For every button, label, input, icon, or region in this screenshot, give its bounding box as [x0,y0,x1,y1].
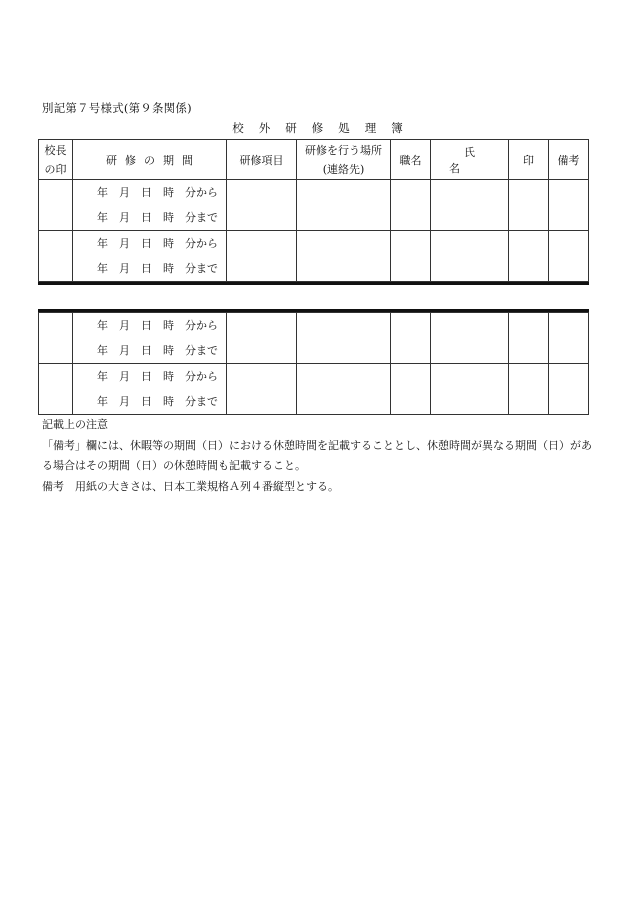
cell-place[interactable] [297,180,391,231]
period-to: 年 月 日 時 分まで [97,395,218,408]
cell-place[interactable] [297,364,391,415]
ledger-table-top [38,139,589,282]
notes-heading: 記載上の注意 [42,418,108,431]
header-remarks: 備考 [549,140,589,180]
notes-remark: 備考 用紙の大きさは、日本工業規格Ａ列４番縦型とする。 [42,479,339,493]
cell-period[interactable] [73,180,227,231]
period-from: 年 月 日 時 分から [97,319,218,332]
header-position: 職名 [391,140,431,180]
cell-position[interactable] [391,313,431,364]
cell-seal[interactable] [509,313,549,364]
period-to: 年 月 日 時 分まで [97,344,218,357]
header-principal-seal [39,140,73,180]
table-row [39,313,589,364]
ledger-table-bottom [38,312,589,415]
period-from: 年 月 日 時 分から [97,370,218,383]
cell-period[interactable] [73,364,227,415]
cell-remarks[interactable] [549,231,589,282]
period-to: 年 月 日 時 分まで [97,211,218,224]
header-period-label: 研修の期間 [106,153,201,167]
cell-place[interactable] [297,231,391,282]
cell-seal[interactable] [509,364,549,415]
cell-principal-seal[interactable] [39,313,73,364]
cell-principal-seal[interactable] [39,364,73,415]
header-period [73,140,227,180]
cell-training-item[interactable] [227,231,297,282]
cell-principal-seal[interactable] [39,231,73,282]
cell-seal[interactable] [509,231,549,282]
table-row [39,364,589,415]
form-reference: 別記第７号様式(第９条関係) [42,101,192,115]
period-to: 年 月 日 時 分まで [97,262,218,275]
notes-section [42,415,597,497]
header-principal-seal-line1: 校長 [44,143,67,157]
cell-name[interactable] [431,364,509,415]
table-row [39,231,589,282]
cell-name[interactable] [431,231,509,282]
header-row [39,140,589,180]
cell-place[interactable] [297,313,391,364]
header-place-line1: 研修を行う場所 [305,143,382,157]
cell-remarks[interactable] [549,364,589,415]
header-principal-seal-line2: の印 [44,162,67,176]
cell-seal[interactable] [509,180,549,231]
cell-position[interactable] [391,231,431,282]
cell-training-item[interactable] [227,180,297,231]
table-break-line-top [38,282,589,285]
cell-period[interactable] [73,231,227,282]
cell-training-item[interactable] [227,313,297,364]
period-from: 年 月 日 時 分から [97,237,218,250]
cell-training-item[interactable] [227,364,297,415]
header-place-line2: (連絡先) [322,162,365,176]
header-place [297,140,391,180]
cell-position[interactable] [391,364,431,415]
cell-name[interactable] [431,313,509,364]
header-name-label: 氏名 [449,145,505,175]
cell-principal-seal[interactable] [39,180,73,231]
form-title: 校外研修処理簿 [232,121,418,135]
header-name [431,140,509,180]
header-training-item: 研修項目 [227,140,297,180]
cell-position[interactable] [391,180,431,231]
notes-body: 「備考」欄には、休暇等の期間（日）における休憩時間を記載することとし、休憩時間が異なる期間（日）がある場合はその期間（日）の休憩時間も記載すること。 [42,438,592,472]
header-seal: 印 [509,140,549,180]
cell-period[interactable] [73,313,227,364]
table-row [39,180,589,231]
cell-remarks[interactable] [549,180,589,231]
period-from: 年 月 日 時 分から [97,186,218,199]
cell-remarks[interactable] [549,313,589,364]
cell-name[interactable] [431,180,509,231]
